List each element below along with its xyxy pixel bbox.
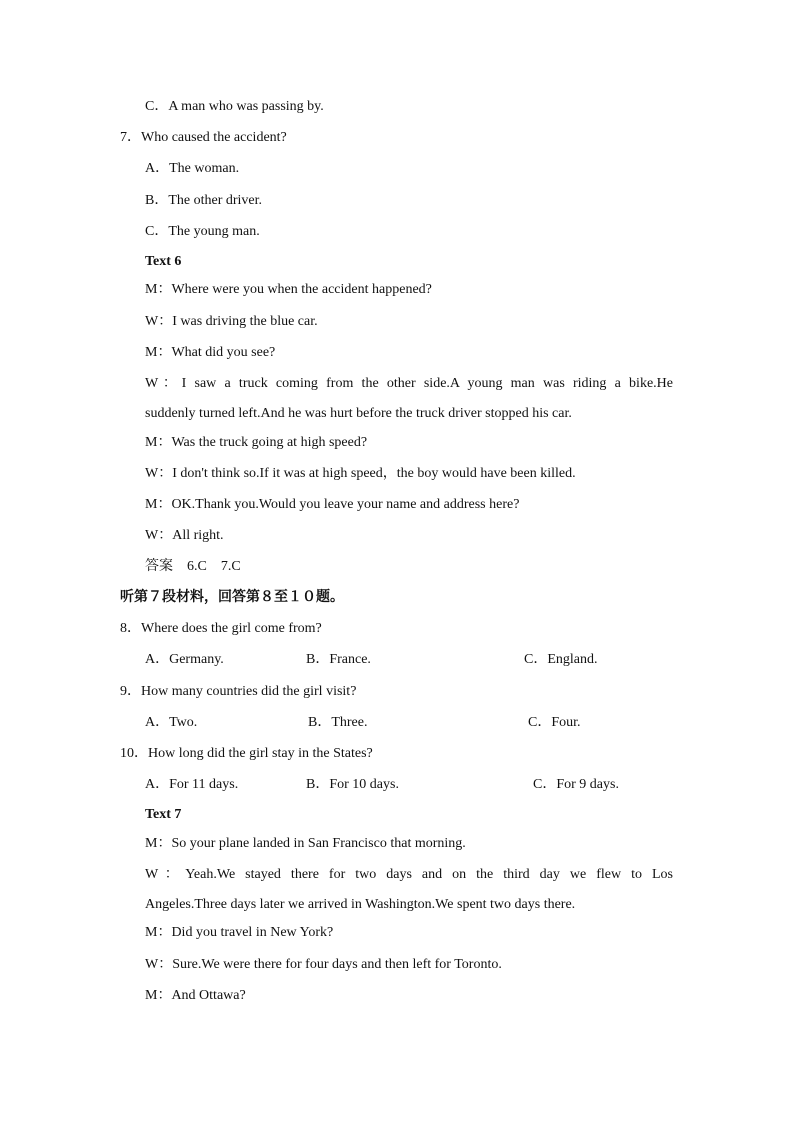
text7-heading: Text 7 [145,807,182,822]
text7-line: M：Did you travel in New York? [145,925,334,940]
q10-option-a: A．For 11 days. [145,777,239,792]
q10-option-b: B．For 10 days. [306,777,399,792]
q7-option-a: A．The woman. [145,161,240,176]
q7-question: 7．Who caused the accident? [120,130,287,145]
q7-option-c: C．The young man. [145,224,260,239]
text6-answer: 答案 6.C 7.C [145,559,241,574]
text6-line: M：Was the truck going at high speed? [145,435,368,450]
section-instruction: 听第７段材料，回答第８至１０题。 [120,590,344,605]
text6-line: W：All right. [145,528,224,543]
text6-line: M：OK.Thank you.Would you leave your name and address here? [145,497,520,512]
text6-heading: Text 6 [145,254,182,269]
q6-option-c: C．A man who was passing by. [145,99,324,114]
q7-option-b: B．The other driver. [145,193,263,208]
text6-line: W：I was driving the blue car. [145,314,318,329]
text6-line: M：What did you see? [145,345,276,360]
text6-line: W：I don't think so.If it was at high speed，the boy would have been killed. [145,466,576,481]
q10-question: 10．How long did the girl stay in the States? [120,746,373,761]
text7-line: M：So your plane landed in San Francisco that morning. [145,836,466,851]
q9-question: 9．How many countries did the girl visit? [120,684,357,699]
q10-option-c: C．For 9 days. [533,777,619,792]
q8-option-b: B．France. [306,652,371,667]
text7-line: M：And Ottawa? [145,988,246,1003]
q9-option-a: A．Two. [145,715,198,730]
q8-option-c: C．England. [524,652,598,667]
text7-line: W：Yeah.We stayed there for two days and on the third day we flew to Los [145,867,673,882]
text6-line: M：Where were you when the accident happened? [145,282,432,297]
q8-option-a: A．Germany. [145,652,224,667]
q8-question: 8．Where does the girl come from? [120,621,322,636]
text7-line: Angeles.Three days later we arrived in Washington.We spent two days there. [145,897,576,912]
q9-option-c: C．Four. [528,715,581,730]
text6-line: suddenly turned left.And he was hurt before the truck driver stopped his car. [145,406,572,421]
text6-line: W：I saw a truck coming from the other side.A young man was riding a bike.He [145,376,673,391]
q9-option-b: B．Three. [308,715,368,730]
text7-line: W：Sure.We were there for four days and then left for Toronto. [145,957,502,972]
